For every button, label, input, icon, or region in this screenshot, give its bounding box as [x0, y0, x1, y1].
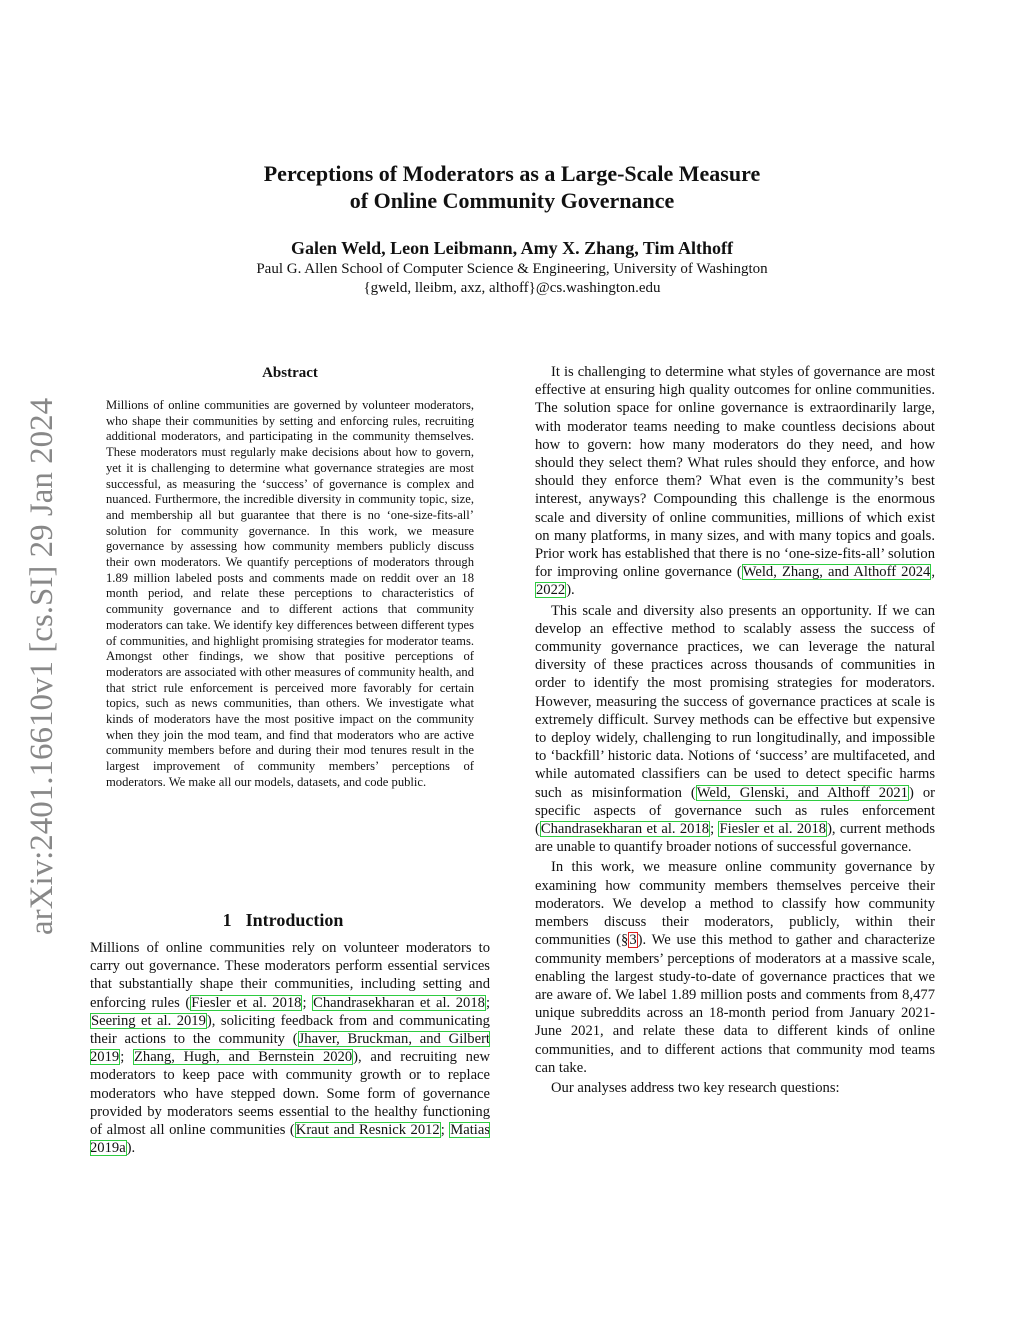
author-emails: {gweld, lleibm, axz, althoff}@cs.washington.edu	[363, 280, 661, 296]
paragraph-text: ,	[931, 564, 935, 581]
paragraph-text: ;	[120, 1049, 133, 1066]
intro-paragraph-1	[90, 939, 490, 1157]
paper-title	[0, 160, 1024, 214]
citation-link[interactable]: Weld, Glenski, and Althoff 2021	[696, 784, 908, 801]
right-paragraph-3	[535, 858, 935, 1076]
citation-link[interactable]: 2022	[536, 582, 566, 599]
right-paragraph-1	[535, 363, 935, 600]
section-title: Introduction	[245, 910, 344, 930]
right-column-body	[535, 363, 935, 1099]
section-heading-introduction	[90, 909, 490, 931]
citation-link[interactable]: Jhaver, Bruckman, and Gilbert 2019	[90, 1031, 490, 1066]
paragraph-text: ). We use this method to gather and characterize community members’ perceptions of moderators at a massive scale, enabling the largest study-to-date of governance practices that we are aware of. We label 1.89 million posts and comments from 8,477 unique subreddits across an 18-month period from January 2021-June 2021, and relate these data to different kinds of online communities, and to different actions that community mod teams can take.	[535, 932, 935, 1076]
paragraph-text: ).	[126, 1140, 136, 1157]
paragraph-text: ;	[440, 1122, 450, 1139]
citation-link[interactable]: Seering et al. 2019	[91, 1012, 206, 1029]
citation-link[interactable]: Weld, Zhang, and Althoff 2024	[742, 564, 931, 581]
introduction-body	[90, 939, 490, 1159]
citation-link[interactable]: Kraut and Resnick 2012	[295, 1122, 440, 1139]
author-list: Galen Weld, Leon Leibmann, Amy X. Zhang, Tim Althoff	[290, 238, 734, 258]
paragraph-text: ).	[566, 582, 575, 599]
abstract-text: Millions of online communities are governed by volunteer moderators, who shape their communities by setting and enforcing rules, recruiting additional moderators, and participating in the community themselves. These moderators must regularly make decisions about how to govern, yet it is challenging to determine what governance strategies are most successful, as measuring the ‘success’ of governance is complex and nuanced. Furthermore, the incredible diversity in community topic, size, and membership all but guarantee that there is no ‘one-size-fits-all’ solution for community governance. In this work, we measure governance by assessing how community members publicly discuss their own moderators. We quantify perceptions of moderators through 1.89 million labeled posts and comments made on reddit over an 18 month period, and relate these perceptions to characteristics of community governance and to different actions that community moderators can take. We identify key differences between different types of communities, and highlight promising strategies for moderator teams. Amongst other findings, we show that positive perceptions of moderators are associated with other measures of community health, and that strict rule enforcement is perceived more favorably for certain topics, such as news communities, than others. We investigate what kinds of moderators have the most positive impact on the community when they join the mod team, and find that moderators who are active community members before and during their mod tenures result in the largest improvement of community members’ perceptions of moderators. We make all our models, datasets, and code public.	[106, 398, 474, 789]
section-number: 1	[222, 910, 232, 930]
paragraph-text: This scale and diversity also presents an opportunity. If we can develop an effective method to scalably assess the success of community governance practices, we can leverage the natural diversity of these practices across thousands of communities in order to identify the most promising strategies for moderators. However, measuring the success of governance practices at scale is extremely difficult. Survey methods can be effective but expensive to deploy widely, challenging to run longitudinally, and impossible to ‘backfill’ historic data. Notions of ‘success’ are multifaceted, and while automated classifiers can be used to detect specific harms such as misinformation (	[535, 602, 935, 801]
paragraph-text: ;	[710, 821, 719, 838]
paragraph-text: ;	[302, 994, 313, 1011]
paragraph-text: ;	[485, 994, 490, 1011]
paragraph-text: ), current methods are unable to quantify broader notions of successful governance.	[535, 821, 935, 856]
citation-link[interactable]: Chandrasekharan et al. 2018	[540, 821, 710, 838]
paragraph-text: In this work, we measure online community governance by examining how community members themselves perceive their moderators. We develop a method to classify how community members discuss their moderators, publicly, within their communities (§	[535, 859, 935, 949]
paragraph-text: It is challenging to determine what styles of governance are most effective at ensuring high quality outcomes for online communities. The solution space for online governance is extraordinarily large, with moderator teams needing to make countless decisions about how to govern: how many moderators do they need, and how should they select them? What rules should they enforce, and how should they enforce them? What even is the community’s best interest, anyways? Compounding this challenge is the enormous scale and diversity of online communities, millions of which exist on many platforms, in many sizes, and with many topics and goals. Prior work has established that there is no ‘one-size-fits-all’ solution for improving online governance (	[535, 364, 935, 581]
paragraph-text: ) or specific aspects of governance such as rules enforcement (	[535, 784, 935, 838]
section-reference-link[interactable]: 3	[629, 932, 637, 949]
affiliation-block	[0, 260, 1024, 298]
right-paragraph-2	[535, 602, 935, 857]
arxiv-identifier-stamp: arXiv:2401.16610v1 [cs.SI] 29 Jan 2024	[24, 397, 60, 935]
citation-link[interactable]: Zhang, Hugh, and Bernstein 2020	[133, 1049, 353, 1066]
abstract-heading: Abstract	[262, 365, 318, 381]
citation-link[interactable]: Chandrasekharan et al. 2018	[313, 994, 485, 1011]
paragraph-text: ), and recruiting new moderators to keep pace with community growth or to replace moderators who have stepped down. Some form of governance provided by moderators seems essential to the healthy functioning of almost all online communities (	[90, 1049, 490, 1139]
paper-title-line-2: of Online Community Governance	[349, 188, 675, 213]
citation-link[interactable]: Fiesler et al. 2018	[719, 821, 827, 838]
paragraph-text: ), soliciting feedback from and communicating their actions to the community (	[90, 1012, 490, 1048]
paragraph-text: Millions of online communities rely on volunteer moderators to carry out governance. These moderators perform essential services that substantially shape their communities, including setting and enforcing rules (	[90, 940, 490, 1011]
citation-link[interactable]: Fiesler et al. 2018	[191, 994, 302, 1011]
affiliation: Paul G. Allen School of Computer Science & Engineering, University of Washington	[256, 261, 768, 277]
paper-title-line-1: Perceptions of Moderators as a Large-Scale Measure	[263, 161, 761, 186]
citation-link[interactable]: Matias 2019a	[90, 1122, 491, 1157]
right-paragraph-4: Our analyses address two key research questions:	[551, 1079, 840, 1096]
